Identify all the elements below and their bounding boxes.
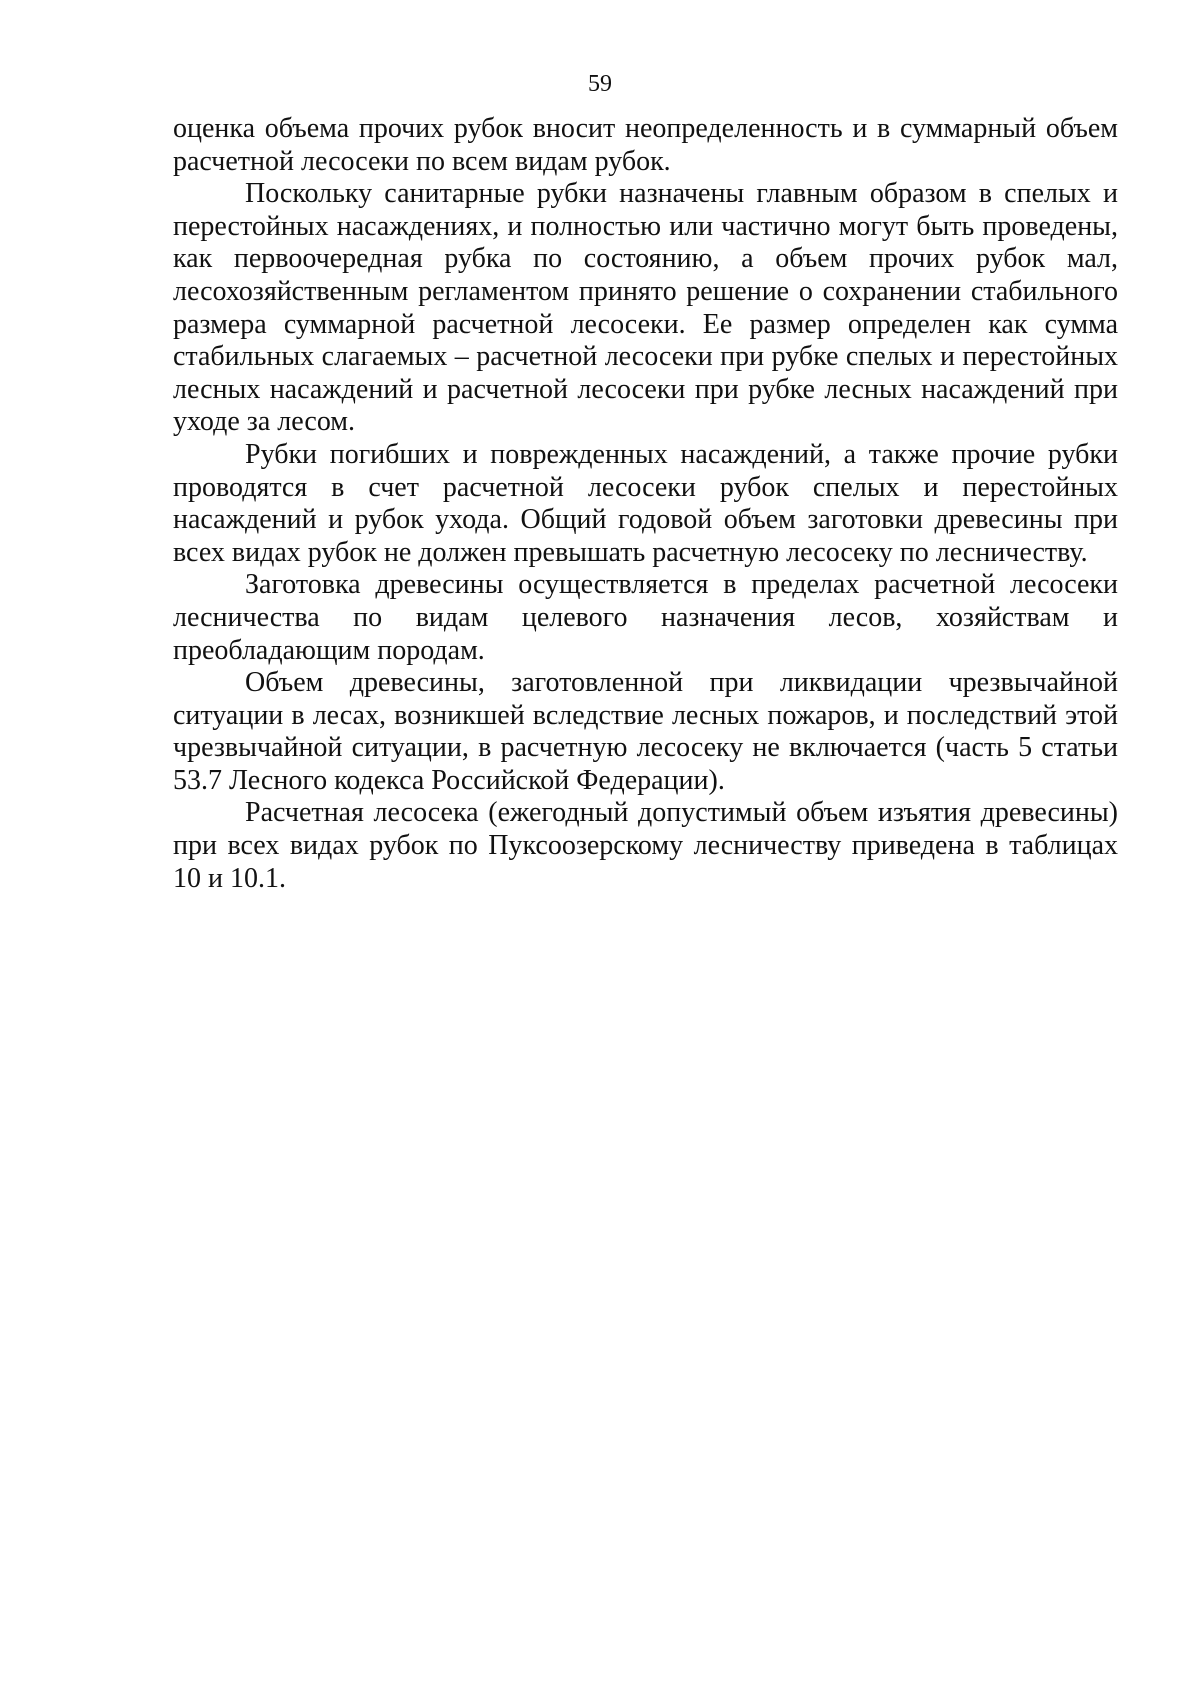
body-text (173, 113, 1118, 895)
paragraph-wood-harvesting: Заготовка древесины осуществляется в пределах расчетной лесосеки лесничества по видам целевого назначения лесов, хозяйствам и преобладающим породам. (173, 569, 1118, 666)
paragraph-damaged-stands: Рубки погибших и поврежденных насаждений, а также прочие рубки проводятся в счет расчетной лесосеки рубок спелых и перестойных насаждений и рубок ухода. Общий годовой объем заготовки древесины при всех видах рубок не должен превышать расчетную лесосеку по лесничеству. (173, 438, 1118, 568)
paragraph-emergency-volume: Объем древесины, заготовленной при ликвидации чрезвычайной ситуации в лесах, возникшей вследствие лесных пожаров, и последствий этой чрезвычайной ситуации, в расчетную лесосеку не включается (часть 5 статьи 53.7 Лесного кодекса Российской Федерации). (173, 667, 1118, 796)
paragraph-allowable-cut: Расчетная лесосека (ежегодный допустимый объем изъятия древесины) при всех видах рубок по Пуксоозерскому лесничеству приведена в таблицах 10 и 10.1. (173, 797, 1118, 894)
paragraph-continuation: оценка объема прочих рубок вносит неопределенность и в суммарный объем расчетной лесосеки по всем видам рубок. (173, 113, 1118, 177)
page-number: 59 (588, 71, 612, 97)
paragraph-sanitary-cuttings: Поскольку санитарные рубки назначены главным образом в спелых и перестойных насаждениях, и полностью или частично могут быть проведены, как первоочередная рубка по состоянию, а объем прочих рубок мал, лесохозяйственным регламентом принято решение о сохранении стабильного размера суммарной расчетной лесосеки. Ее размер определен как сумма стабильных слагаемых – расчетной лесосеки при рубке спелых и перестойных лесных насаждений и расчетной лесосеки при рубке лесных насаждений при уходе за лесом. (173, 178, 1118, 438)
